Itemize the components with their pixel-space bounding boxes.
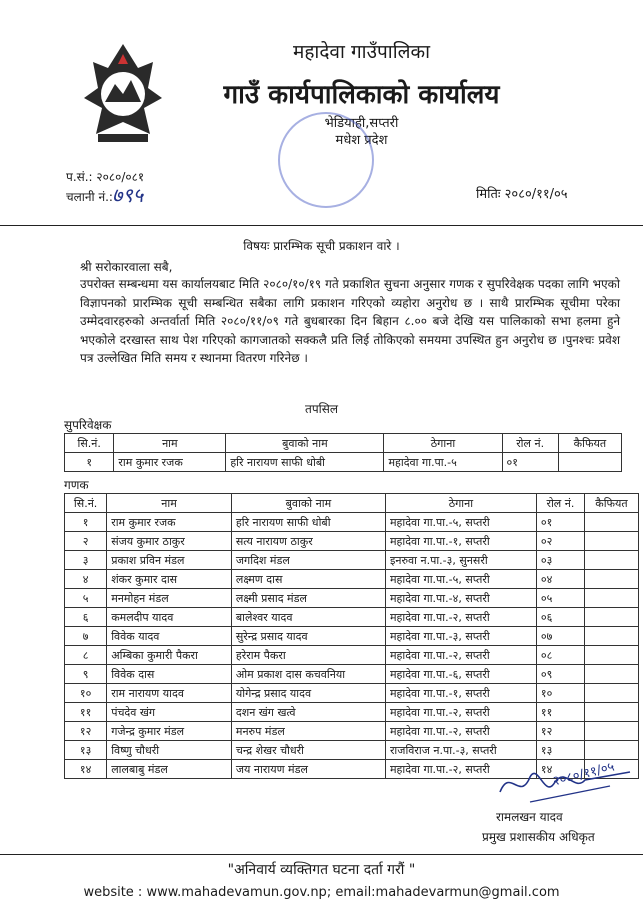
table-row (65, 589, 639, 608)
cell-address: इनरुवा न.पा.-३, सुनसरी (385, 551, 536, 570)
cell-remark (584, 589, 638, 608)
table-row (65, 665, 639, 684)
col-address: ठेगाना (384, 434, 502, 453)
footer-contact: website : www.mahadevamun.gov.np; email:mahadevarmun@gmail.com (83, 885, 560, 900)
footer-motto: "अनिवार्य व्यक्तिगत घटना दर्ता गरौं " (227, 862, 416, 878)
cell-remark (584, 722, 638, 741)
col-roll: रोल नं. (536, 494, 584, 513)
cell-roll: ०९ (536, 665, 584, 684)
cell-address: महादेवा गा.पा.-५ (384, 453, 502, 472)
cell-father: हरेराम पैकरा (231, 646, 385, 665)
office-name: गाउँ कार्यपालिकाको कार्यालय (223, 80, 500, 110)
cell-address: महादेवा गा.पा.-२, सप्तरी (385, 608, 536, 627)
cell-roll: ०६ (536, 608, 584, 627)
col-name: नाम (114, 434, 226, 453)
office-stamp (278, 112, 374, 208)
cell-name: प्रकाश प्रविन मंडल (107, 551, 232, 570)
table-row (65, 703, 639, 722)
cell-address: महादेवा गा.पा.-२, सप्तरी (385, 703, 536, 722)
col-father: बुवाको नाम (231, 494, 385, 513)
cell-name: राम कुमार रजक (107, 513, 232, 532)
cell-name: शंकर कुमार दास (107, 570, 232, 589)
col-sn: सि.नं. (65, 434, 114, 453)
salutation: श्री सरोकारवाला सबै, (80, 260, 173, 274)
cell-remark (558, 453, 621, 472)
cell-name: राम कुमार रजक (114, 453, 226, 472)
signer-title: प्रमुख प्रशासकीय अधिकृत (482, 830, 595, 844)
cell-sn: १० (65, 684, 107, 703)
cell-father: जय नारायण मंडल (231, 760, 385, 779)
table-row (65, 722, 639, 741)
cell-father: हरि नारायण साफी धोबी (226, 453, 384, 472)
table-header-row (65, 434, 622, 453)
signature-date: २०८०/११/०५ (551, 759, 617, 790)
table-row (65, 532, 639, 551)
cell-sn: ७ (65, 627, 107, 646)
cell-father: जगदिश मंडल (231, 551, 385, 570)
dispatch-label: चलानी नं.: (66, 190, 113, 204)
table-row (65, 453, 622, 472)
letter-subject: विषयः प्रारम्भिक सूची प्रकाशन वारे । (243, 239, 400, 253)
cell-sn: २ (65, 532, 107, 551)
cell-father: योगेन्द्र प्रसाद यादव (231, 684, 385, 703)
municipality-name: महादेवा गाउँपालिका (292, 41, 431, 63)
cell-name: गजेन्द्र कुमार मंडल (107, 722, 232, 741)
cell-address: महादेवा गा.पा.-५, सप्तरी (385, 570, 536, 589)
col-address: ठेगाना (385, 494, 536, 513)
cell-address: महादेवा गा.पा.-६, सप्तरी (385, 665, 536, 684)
cell-sn: १ (65, 453, 114, 472)
cell-sn: १३ (65, 741, 107, 760)
table-row (65, 646, 639, 665)
cell-roll: ०१ (536, 513, 584, 532)
table-row (65, 684, 639, 703)
cell-roll: ०२ (536, 532, 584, 551)
table-row (65, 551, 639, 570)
cell-remark (584, 570, 638, 589)
cell-father: लक्ष्मण दास (231, 570, 385, 589)
cell-sn: १ (65, 513, 107, 532)
cell-sn: १२ (65, 722, 107, 741)
table-header-row (65, 494, 639, 513)
col-name: नाम (107, 494, 232, 513)
cell-father: सत्य नारायण ठाकुर (231, 532, 385, 551)
cell-remark (584, 646, 638, 665)
cell-roll: ०५ (536, 589, 584, 608)
cell-roll: ११ (536, 703, 584, 722)
cell-remark (584, 513, 638, 532)
cell-father: चन्द्र शेखर चौधरी (231, 741, 385, 760)
details-heading: तपसिल (304, 402, 338, 416)
cell-roll: ०४ (536, 570, 584, 589)
cell-sn: ६ (65, 608, 107, 627)
col-remark: कैफियत (584, 494, 638, 513)
col-sn: सि.नं. (65, 494, 107, 513)
cell-remark (584, 703, 638, 722)
office-province: मधेश प्रदेश (335, 133, 388, 148)
cell-roll: १० (536, 684, 584, 703)
cell-father: ओम प्रकाश दास कचवनिया (231, 665, 385, 684)
cell-name: लालबाबु मंडल (107, 760, 232, 779)
col-father: बुवाको नाम (226, 434, 384, 453)
table-row (65, 513, 639, 532)
enumerator-section-label: गणक (64, 478, 89, 492)
cell-name: अम्बिका कुमारी पैकरा (107, 646, 232, 665)
cell-father: बालेश्वर यादव (231, 608, 385, 627)
supervisor-section-label: सुपरिवेक्षक (64, 418, 112, 432)
cell-name: संजय कुमार ठाकुर (107, 532, 232, 551)
cell-remark (584, 665, 638, 684)
footer-divider (0, 854, 643, 855)
cell-father: सुरेन्द्र प्रसाद यादव (231, 627, 385, 646)
cell-father: हरि नारायण साफी धोबी (231, 513, 385, 532)
reference-number: प.सं.: २०८०/०८१ (66, 170, 145, 184)
cell-address: महादेवा गा.पा.-१, सप्तरी (385, 684, 536, 703)
cell-sn: ८ (65, 646, 107, 665)
col-remark: कैफियत (558, 434, 621, 453)
table-row (65, 627, 639, 646)
cell-name: मनमोहन मंडल (107, 589, 232, 608)
header-divider (0, 225, 643, 226)
cell-address: महादेवा गा.पा.-४, सप्तरी (385, 589, 536, 608)
supervisor-table (64, 433, 622, 472)
cell-roll: १२ (536, 722, 584, 741)
cell-address: महादेवा गा.पा.-५, सप्तरी (385, 513, 536, 532)
cell-roll: ०८ (536, 646, 584, 665)
office-location: भेडियाही,सप्तरी (324, 116, 399, 131)
dispatch-number: ७९५ (112, 183, 144, 207)
col-roll: रोल नं. (502, 434, 558, 453)
cell-name: राम नारायण यादव (107, 684, 232, 703)
cell-address: महादेवा गा.पा.-१, सप्तरी (385, 532, 536, 551)
cell-father: मनरुप मंडल (231, 722, 385, 741)
cell-roll: ०३ (536, 551, 584, 570)
table-row (65, 570, 639, 589)
cell-roll: ०१ (502, 453, 558, 472)
cell-address: महादेवा गा.पा.-२, सप्तरी (385, 722, 536, 741)
cell-address: महादेवा गा.पा.-३, सप्तरी (385, 627, 536, 646)
cell-name: कमलदीप यादव (107, 608, 232, 627)
cell-remark (584, 684, 638, 703)
letter-date: मितिः २०८०/११/०५ (476, 187, 568, 202)
cell-remark (584, 532, 638, 551)
signer-name: रामलखन यादव (496, 810, 563, 824)
cell-remark (584, 627, 638, 646)
cell-address: महादेवा गा.पा.-२, सप्तरी (385, 760, 536, 779)
cell-name: विवेक दास (107, 665, 232, 684)
cell-sn: ३ (65, 551, 107, 570)
cell-name: पंचदेव खंग (107, 703, 232, 722)
table-row (65, 741, 639, 760)
cell-roll: ०७ (536, 627, 584, 646)
cell-name: विवेक यादव (107, 627, 232, 646)
cell-remark (584, 608, 638, 627)
cell-sn: ५ (65, 589, 107, 608)
letter-body: उपरोक्त सम्बन्धमा यस कार्यालयबाट मिति २०८०/१०/१९ गते प्रकाशित सुचना अनुसार गणक र सुपरिवेक्षक पदका लागि भएको विज्ञापनको प्रारम्भिक सूची सम्बन्धित सबैका लागि प्रकाशन गरिएको व्यहोरा अनुरोध छ । साथै प्रारम्भिक सूचीमा परेका उम्मेदवारहरुको अन्तर्वार्ता मिति २०८०/११/०९ गते बुधबारका दिन बिहान ८.०० बजे देखि यस पालिकाको सभा हलमा हुने भएकोले दरखास्त साथ पेश गरिएको कागजातको सक्कलै प्रति लिई तोकिएको समयमा उपस्थित हुन अनुरोध छ ।पुनश्चः प्रवेश पत्र उल्लेखित मिति समय र स्थानमा वितरण गरिनेछ । (80, 277, 620, 365)
cell-roll: १४ (536, 760, 584, 779)
cell-sn: १४ (65, 760, 107, 779)
cell-sn: ९ (65, 665, 107, 684)
cell-sn: ११ (65, 703, 107, 722)
cell-name: विष्णु चौधरी (107, 741, 232, 760)
table-row (65, 608, 639, 627)
cell-remark (584, 551, 638, 570)
enumerator-table (64, 493, 639, 779)
cell-address: महादेवा गा.पा.-२, सप्तरी (385, 646, 536, 665)
cell-father: दशन खंग खत्वे (231, 703, 385, 722)
cell-sn: ४ (65, 570, 107, 589)
cell-address: राजविराज न.पा.-३, सप्तरी (385, 741, 536, 760)
cell-roll: १३ (536, 741, 584, 760)
cell-father: लक्ष्मी प्रसाद मंडल (231, 589, 385, 608)
